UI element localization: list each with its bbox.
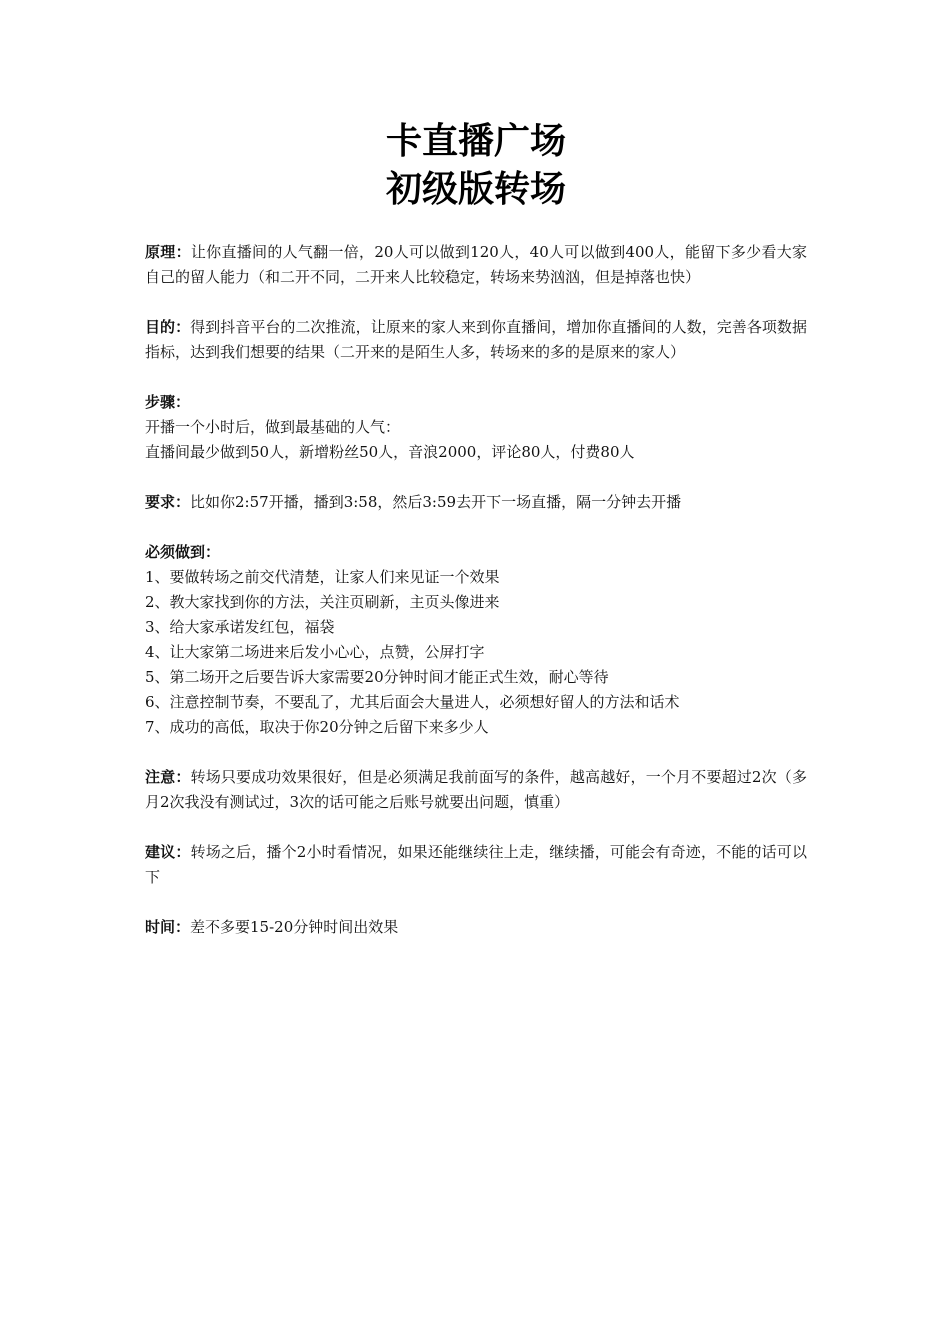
steps-line-2: 直播间最少做到50人，新增粉丝50人，音浪2000，评论80人，付费80人: [145, 443, 635, 461]
requirement-label: 要求：: [145, 493, 191, 511]
steps-paragraph: [145, 390, 807, 465]
purpose-label: 目的：: [145, 318, 191, 336]
principle-label: 原理：: [145, 243, 191, 261]
must-do-item-7: 7、成功的高低，取决于你20分钟之后留下来多少人: [145, 718, 489, 736]
principle-paragraph: [145, 240, 807, 290]
must-do-item-6: 6、注意控制节奏，不要乱了，尤其后面会大量进人，必须想好留人的方法和话术: [145, 693, 680, 711]
principle-text: 让你直播间的人气翻一倍，20人可以做到120人，40人可以做到400人，能留下多少看大家自己的留人能力（和二开不同，二开来人比较稳定，转场来势汹汹，但是掉落也快）: [145, 243, 807, 286]
note-text: 转场只要成功效果很好，但是必须满足我前面写的条件，越高越好，一个月不要超过2次（多月2次我没有测试过，3次的话可能之后账号就要出问题，慎重）: [145, 768, 807, 811]
must-do-section: [145, 540, 807, 740]
must-do-item-3: 3、给大家承诺发红包，福袋: [145, 618, 335, 636]
must-do-item-2: 2、教大家找到你的方法，关注页刷新，主页头像进来: [145, 593, 500, 611]
note-label: 注意：: [145, 768, 191, 786]
title-line-1: 卡直播广场: [385, 121, 566, 162]
suggestion-paragraph: [145, 840, 807, 890]
suggestion-label: 建议：: [145, 843, 191, 861]
note-paragraph: [145, 765, 807, 815]
time-text: 差不多要15-20分钟时间出效果: [190, 918, 399, 936]
must-do-item-1: 1、要做转场之前交代清楚，让家人们来见证一个效果: [145, 568, 500, 586]
purpose-text: 得到抖音平台的二次推流，让原来的家人来到你直播间，增加你直播间的人数，完善各项数据指标，达到我们想要的结果（二开来的是陌生人多，转场来的多的是原来的家人）: [145, 318, 807, 361]
suggestion-text: 转场之后，播个2小时看情况，如果还能继续往上走，继续播，可能会有奇迹，不能的话可以下: [145, 843, 807, 886]
must-do-item-5: 5、第二场开之后要告诉大家需要20分钟时间才能正式生效，耐心等待: [145, 668, 609, 686]
time-paragraph: [145, 915, 807, 940]
must-do-label: 必须做到：: [145, 543, 221, 561]
requirement-text: 比如你2:57开播，播到3:58，然后3:59去开下一场直播，隔一分钟去开播: [190, 493, 682, 511]
requirement-paragraph: [145, 490, 807, 515]
time-label: 时间：: [145, 918, 191, 936]
purpose-paragraph: [145, 315, 807, 365]
steps-line-1: 开播一个小时后，做到最基础的人气：: [145, 418, 401, 436]
title-line-2: 初级版转场: [385, 169, 566, 210]
document-title: [145, 118, 807, 214]
steps-label: 步骤：: [145, 393, 191, 411]
document-page: [145, 118, 807, 965]
must-do-item-4: 4、让大家第二场进来后发小心心，点赞，公屏打字: [145, 643, 485, 661]
